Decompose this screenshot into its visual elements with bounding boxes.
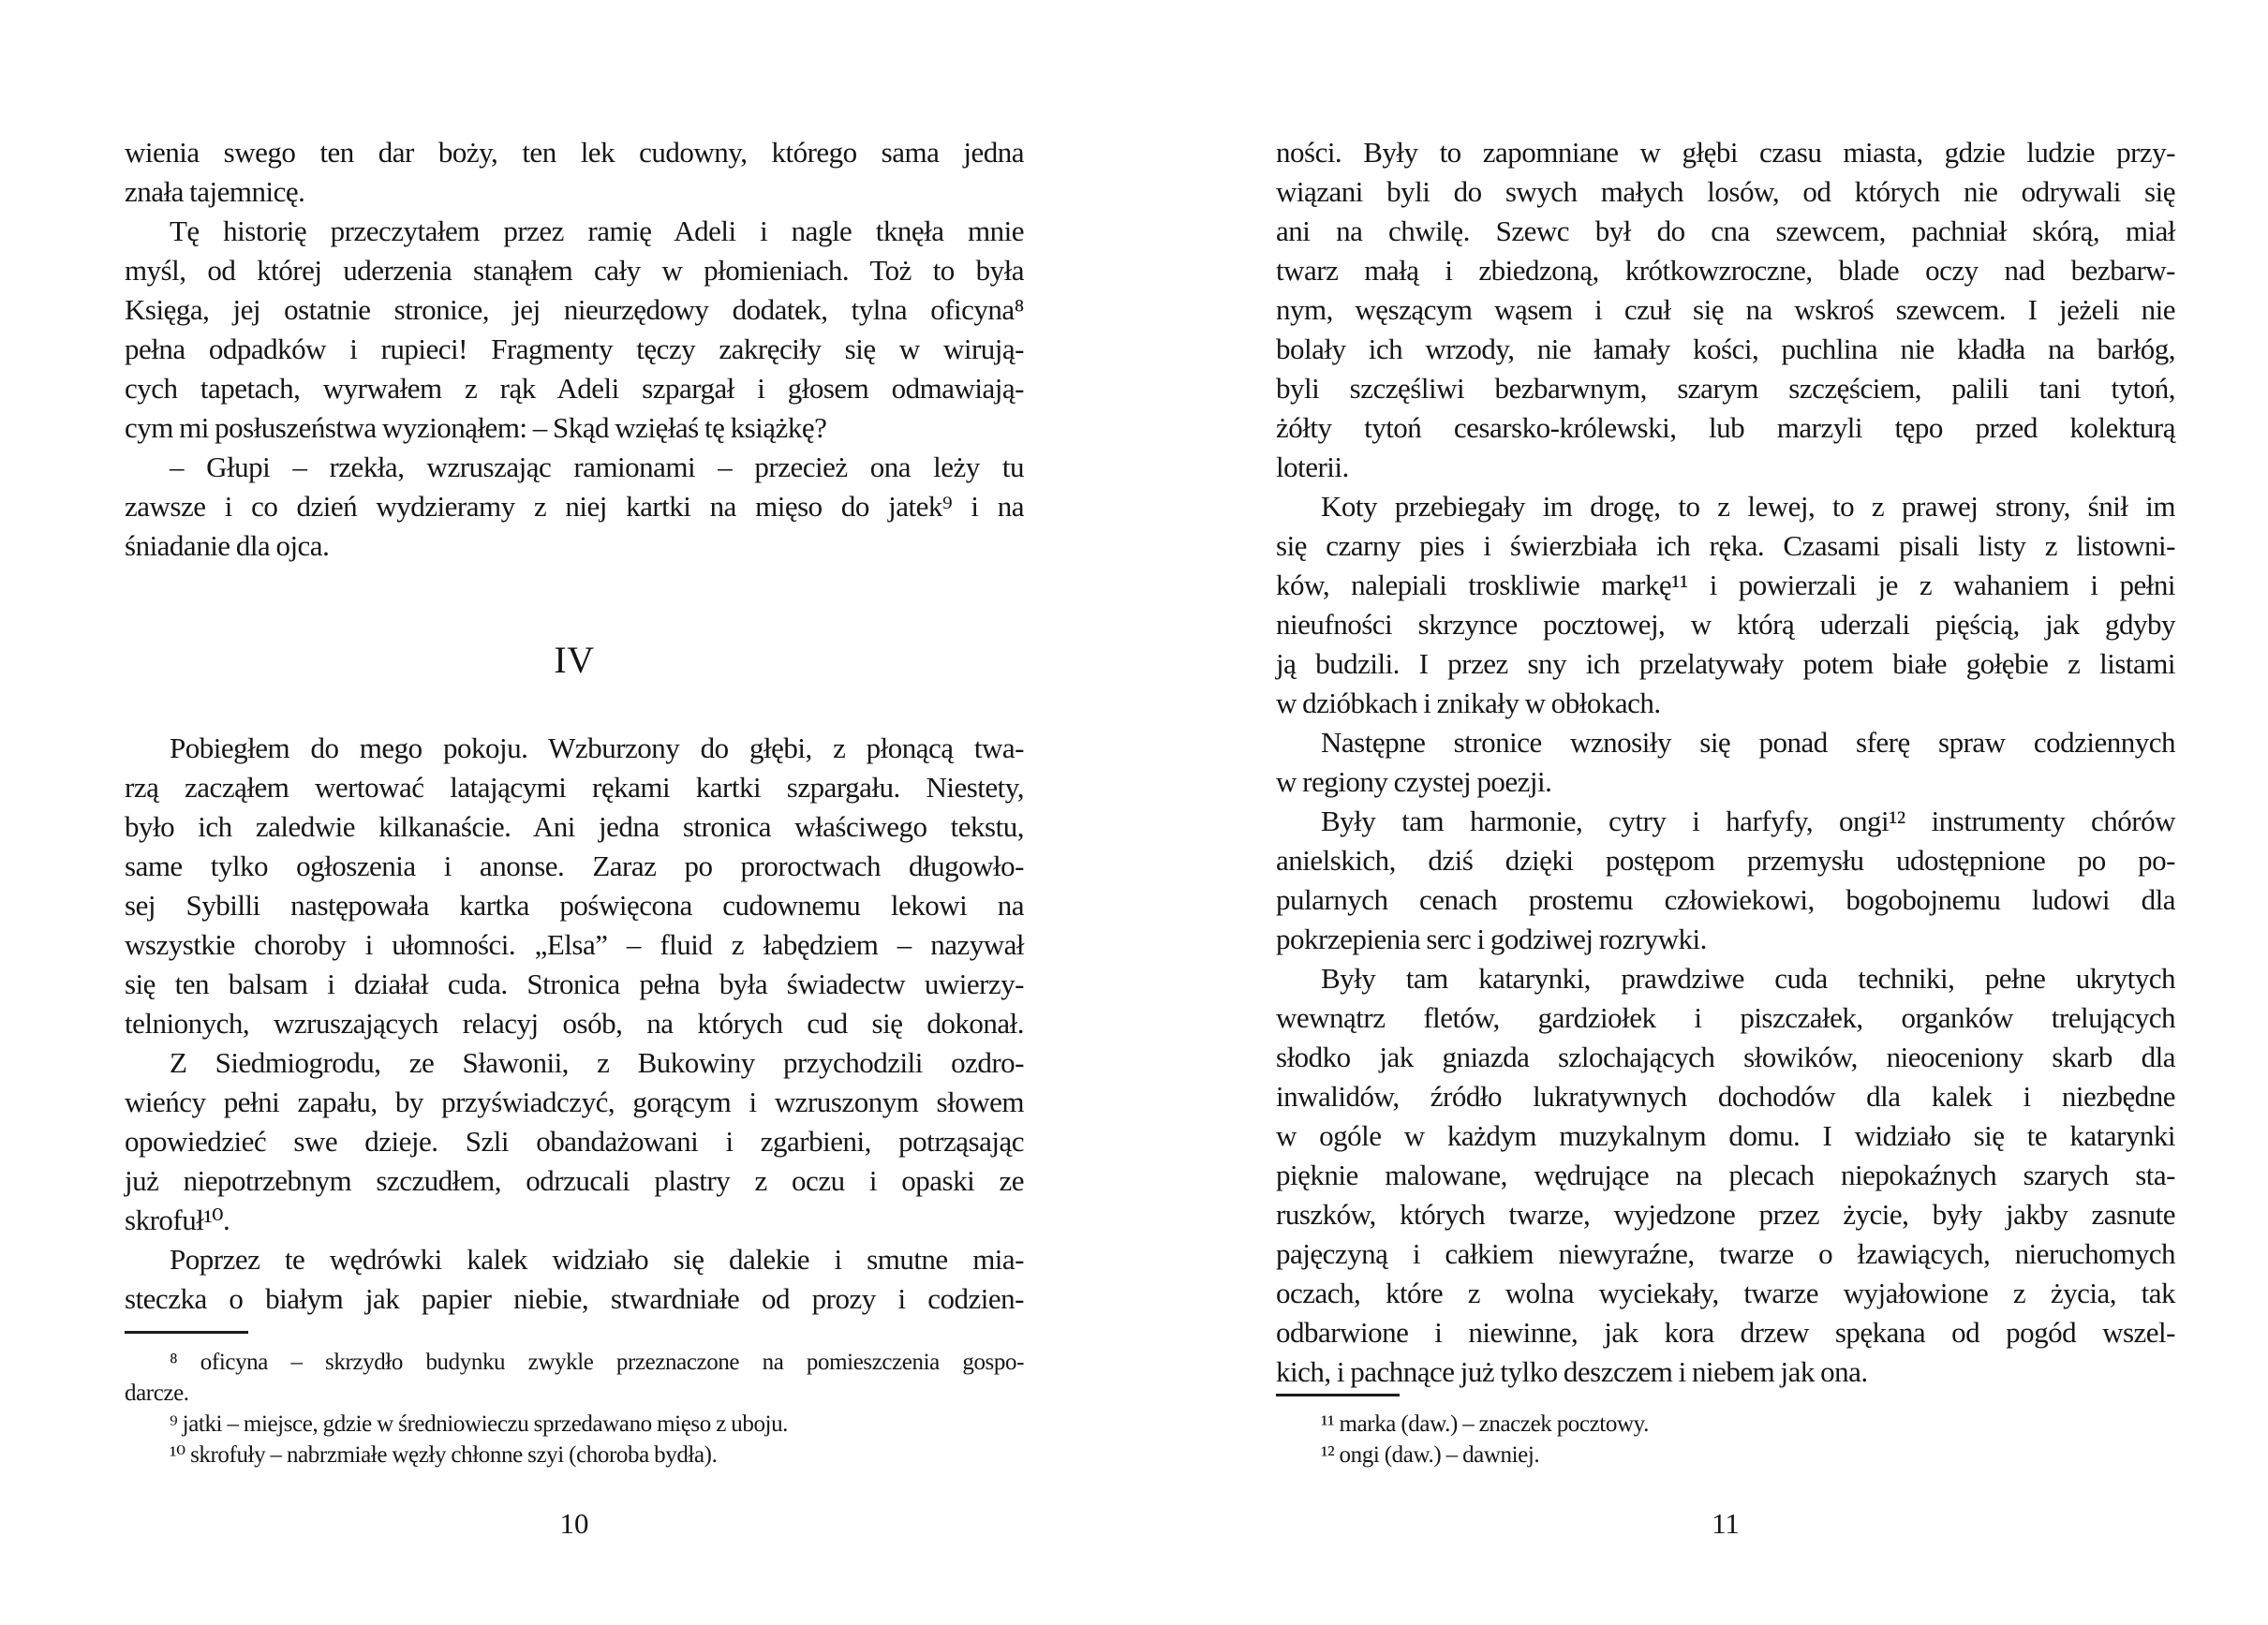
text-line: w ogóle w każdym muzykalnym domu. I widziało się te katarynki: [1276, 1119, 2175, 1152]
text-line: w dzióbkach i znikały w obłokach.: [1276, 687, 1661, 719]
footnote-line: ⁹ jatki – miejsce, gdzie w średniowieczu sprzedawano mięso z uboju.: [170, 1411, 789, 1437]
text-line: anielskich, dziś dzięki postępom przemysłu udostępnione po po-: [1276, 844, 2175, 877]
text-line: bolały ich wrzody, nie łamały kości, puchlina nie kładła na barłóg,: [1276, 332, 2175, 365]
text-line: pięknie malowane, wędrujące na plecach niepokaźnych szarych sta-: [1276, 1159, 2175, 1191]
footnote-divider: [1276, 1394, 1400, 1396]
text-line: sej Sybilli następowała kartka poświęcona cudownemu lekowi na: [125, 889, 1024, 922]
text-line: się czarny pies i świerzbiała ich ręka. Czasami pisali listy z listowni-: [1276, 529, 2175, 562]
text-line: Koty przebiegały im drogę, to z lewej, to z prawej strony, śnił im: [1321, 490, 2175, 523]
text-line: ani na chwilę. Szewc był do cna szewcem, pachniał skórą, miał: [1276, 214, 2175, 247]
footnote-line: ¹⁰ skrofuły – nabrzmiałe węzły chłonne szyi (choroba bydła).: [170, 1442, 718, 1468]
text-line: odbarwione i niewinne, jak kora drzew spękana od pogód wszel-: [1276, 1316, 2175, 1349]
text-line: twarz małą i zbiedzoną, krótkowzroczne, blade oczy nad bezbarw-: [1276, 254, 2175, 287]
left-page-body-lower: [125, 729, 1024, 1319]
text-line: wienia swego ten dar boży, ten lek cudowny, którego sama jedna: [125, 136, 1024, 169]
text-line: się ten balsam i działał cuda. Stronica pełna była świadectw uwierzy-: [125, 968, 1024, 1000]
page-number-right: 11: [1712, 1507, 1740, 1540]
footnote-line: ¹¹ marka (daw.) – znaczek pocztowy.: [1321, 1411, 1649, 1437]
text-line: steczka o białym jak papier niebie, stwardniałe od prozy i codzien-: [125, 1282, 1024, 1315]
text-line: ności. Były to zapomniane w głębi czasu miasta, gdzie ludzie przy-: [1276, 136, 2175, 169]
text-line: śniadanie dla ojca.: [125, 529, 330, 562]
text-line: pełna odpadków i rupieci! Fragmenty tęczy zakręciły się w wirują-: [125, 332, 1024, 365]
chapter-heading: IV: [554, 639, 595, 681]
text-line: nym, węszącym wąsem i czuł się na wskroś szewcem. I jeżeli nie: [1276, 293, 2175, 326]
left-page-body-upper: [125, 133, 1024, 566]
footnote-line: ⁸ oficyna – skrzydło budynku zwykle przeznaczone na pomieszczenia gospo-: [170, 1350, 1024, 1375]
text-line: Z Siedmiogrodu, ze Sławonii, z Bukowiny przychodzili ozdro-: [170, 1046, 1024, 1079]
text-line: byli szczęśliwi bezbarwnym, szarym szczęściem, palili tani tytoń,: [1276, 372, 2175, 405]
text-line: cych tapetach, wyrwałem z rąk Adeli szpargał i głosem odmawiają-: [125, 372, 1024, 405]
text-line: Następne stronice wznosiły się ponad sferę spraw codziennych: [1321, 726, 2175, 759]
text-line: pokrzepienia serc i godziwej rozrywki.: [1276, 923, 1707, 955]
text-line: Księga, jej ostatnie stronice, jej nieurzędowy dodatek, tylna oficyna⁸: [125, 293, 1024, 326]
text-line: – Głupi – rzekła, wzruszając ramionami – przecież ona leży tu: [170, 451, 1024, 483]
text-line: same tylko ogłoszenia i anonse. Zaraz po proroctwach długowło-: [125, 849, 1024, 882]
text-line: pularnych cenach prostemu człowiekowi, bogobojnemu ludowi dla: [1276, 883, 2175, 916]
text-line: w regiony czystej poezji.: [1276, 765, 1552, 798]
text-line: już niepotrzebnym szczudłem, odrzucali plastry z oczu i opaski ze: [125, 1164, 1024, 1197]
footnote-line: ¹² ongi (daw.) – dawniej.: [1321, 1442, 1540, 1468]
text-line: oczach, które z wolna wyciekały, twarze wyjałowione z życia, tak: [1276, 1277, 2175, 1309]
right-page-body: [1276, 133, 2175, 1392]
text-line: ków, nalepiali troskliwie markę¹¹ i powierzali je z wahaniem i pełni: [1276, 569, 2175, 601]
text-line: było ich zaledwie kilkanaście. Ani jedna stronica właściwego tekstu,: [125, 810, 1024, 843]
text-line: Poprzez te wędrówki kalek widziało się dalekie i smutne mia-: [170, 1243, 1024, 1276]
left-page: [125, 0, 1024, 1625]
text-line: myśl, od której uderzenia stanąłem cały w płomieniach. Toż to była: [125, 254, 1024, 287]
text-line: inwalidów, źródło lukratywnych dochodów dla kalek i niezbędne: [1276, 1080, 2175, 1113]
text-line: zawsze i co dzień wydzieramy z niej kartki na mięso do jatek⁹ i na: [125, 490, 1024, 523]
text-line: skrofuł¹⁰.: [125, 1204, 230, 1236]
text-line: Tę historię przeczytałem przez ramię Adeli i nagle tknęła mnie: [170, 214, 1024, 247]
text-line: słodko jak gniazda szlochających słowików, nieoceniony skarb dla: [1276, 1041, 2175, 1073]
text-line: telnionych, wzruszających relacyj osób, na których cud się dokonał.: [125, 1007, 1024, 1040]
text-line: Były tam katarynki, prawdziwe cuda techniki, pełne ukrytych: [1321, 962, 2175, 995]
text-line: wszystkie choroby i ułomności. „Elsa” – fluid z łabędziem – nazywał: [125, 928, 1024, 961]
text-line: nieufności skrzynce pocztowej, w którą uderzali pięścią, jak gdyby: [1276, 608, 2175, 641]
right-page: [1276, 0, 2175, 1625]
text-line: żółty tytoń cesarsko-królewski, lub marzyli tępo przed kolekturą: [1276, 411, 2175, 444]
text-line: wewnątrz fletów, gardziołek i piszczałek, organków trelujących: [1276, 1001, 2175, 1034]
text-line: kich, i pachnące już tylko deszczem i niebem jak ona.: [1276, 1355, 1868, 1388]
text-line: Pobiegłem do mego pokoju. Wzburzony do głębi, z płonącą twa-: [170, 731, 1024, 764]
left-page-footnotes: [125, 1347, 1024, 1470]
text-line: loterii.: [1276, 451, 1349, 483]
text-line: pajęczyną i całkiem niewyraźne, twarze o łzawiących, nieruchomych: [1276, 1237, 2175, 1270]
footnote-line: darcze.: [125, 1381, 189, 1406]
text-line: cym mi posłuszeństwa wyzionąłem: – Skąd wzięłaś tę książkę?: [125, 411, 827, 444]
text-line: wieńcy pełni zapału, by przyświadczyć, gorącym i wzruszonym słowem: [125, 1086, 1024, 1118]
text-line: znała tajemnicę.: [125, 175, 305, 208]
text-line: opowiedzieć swe dzieje. Szli obandażowani i zgarbieni, potrząsając: [125, 1125, 1024, 1158]
right-page-footnotes: [1276, 1409, 2175, 1470]
text-line: Były tam harmonie, cytry i harfyfy, ongi¹² instrumenty chórów: [1321, 805, 2175, 837]
footnote-divider: [125, 1331, 248, 1334]
text-line: wiązani byli do swych małych losów, od których nie odrywali się: [1276, 175, 2175, 208]
text-line: ruszków, których twarze, wyjedzone przez życie, były jakby zasnute: [1276, 1198, 2175, 1231]
page-number-left: 10: [559, 1507, 589, 1540]
text-line: rzą zacząłem wertować latającymi rękami kartki szpargału. Niestety,: [125, 771, 1024, 804]
text-line: ją budzili. I przez sny ich przelatywały potem białe gołębie z listami: [1276, 647, 2175, 680]
